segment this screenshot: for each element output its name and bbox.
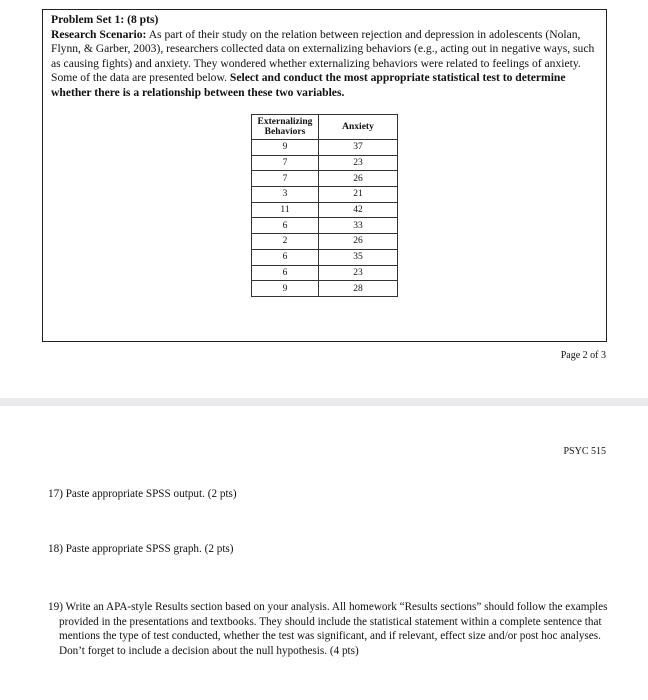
table-row (252, 249, 398, 265)
cell-externalizing: 6 (252, 265, 319, 281)
cell-anxiety: 26 (319, 234, 398, 250)
cell-externalizing: 9 (252, 281, 319, 297)
cell-externalizing: 11 (252, 202, 319, 218)
course-code: PSYC 515 (563, 446, 606, 457)
cell-anxiety: 23 (319, 265, 398, 281)
cell-anxiety: 28 (319, 281, 398, 297)
cell-externalizing: 7 (252, 171, 319, 187)
question-18: 18) Paste appropriate SPSS graph. (2 pts) (48, 543, 234, 555)
cell-externalizing: 9 (252, 140, 319, 156)
question-19-text: 19) Write an APA-style Results section based on your analysis. All homework “Results sections” should follow the examples provided in the presentations and textbooks. They should include the statistical statement within a complete sentence that mentions the type of test conducted, whether the test was significant, and if relevant, effect size and/or post hoc analyses. Don’t forget to include a decision about the null hypothesis. (4 pts) (48, 601, 608, 657)
table-row (252, 218, 398, 234)
cell-anxiety: 42 (319, 202, 398, 218)
problem-box (42, 9, 607, 342)
cell-anxiety: 37 (319, 140, 398, 156)
header-externalizing: Externalizing Behaviors (252, 115, 319, 140)
instruction-text: Select and conduct the most appropriate statistical test to determine whether there is a relationship between these two variables. (51, 71, 566, 99)
cell-anxiety: 33 (319, 218, 398, 234)
problem-title: Problem Set 1: (8 pts) (51, 13, 159, 26)
table-row (252, 202, 398, 218)
data-table (251, 114, 398, 297)
cell-anxiety: 26 (319, 171, 398, 187)
header-anxiety: Anxiety (319, 115, 398, 140)
page-3 (0, 406, 648, 700)
table-header-row (252, 115, 398, 140)
table-row (252, 140, 398, 156)
page-number: Page 2 of 3 (560, 350, 606, 361)
cell-anxiety: 35 (319, 249, 398, 265)
cell-externalizing: 3 (252, 187, 319, 203)
cell-externalizing: 7 (252, 155, 319, 171)
table-row (252, 281, 398, 297)
table-row (252, 187, 398, 203)
question-19 (48, 600, 608, 658)
table-row (252, 155, 398, 171)
cell-externalizing: 6 (252, 218, 319, 234)
cell-anxiety: 21 (319, 187, 398, 203)
cell-externalizing: 2 (252, 234, 319, 250)
question-17: 17) Paste appropriate SPSS output. (2 pts) (48, 488, 237, 500)
problem-text (51, 13, 599, 101)
scenario-text: As part of their study on the relation between rejection and depression in adolescents (Nolan, Flynn, & Garber, 2003), researchers collected data on externalizing behaviors (e.g., acting out in negative ways, such as causing fights) and anxiety. They wondered whether externalizing behaviors were related to feelings of anxiety. Some of the data are presented below. (51, 27, 595, 85)
table-row (252, 171, 398, 187)
scenario-label: Research Scenario: (51, 27, 147, 41)
table-row (252, 234, 398, 250)
cell-externalizing: 6 (252, 249, 319, 265)
table-row (252, 265, 398, 281)
cell-anxiety: 23 (319, 155, 398, 171)
